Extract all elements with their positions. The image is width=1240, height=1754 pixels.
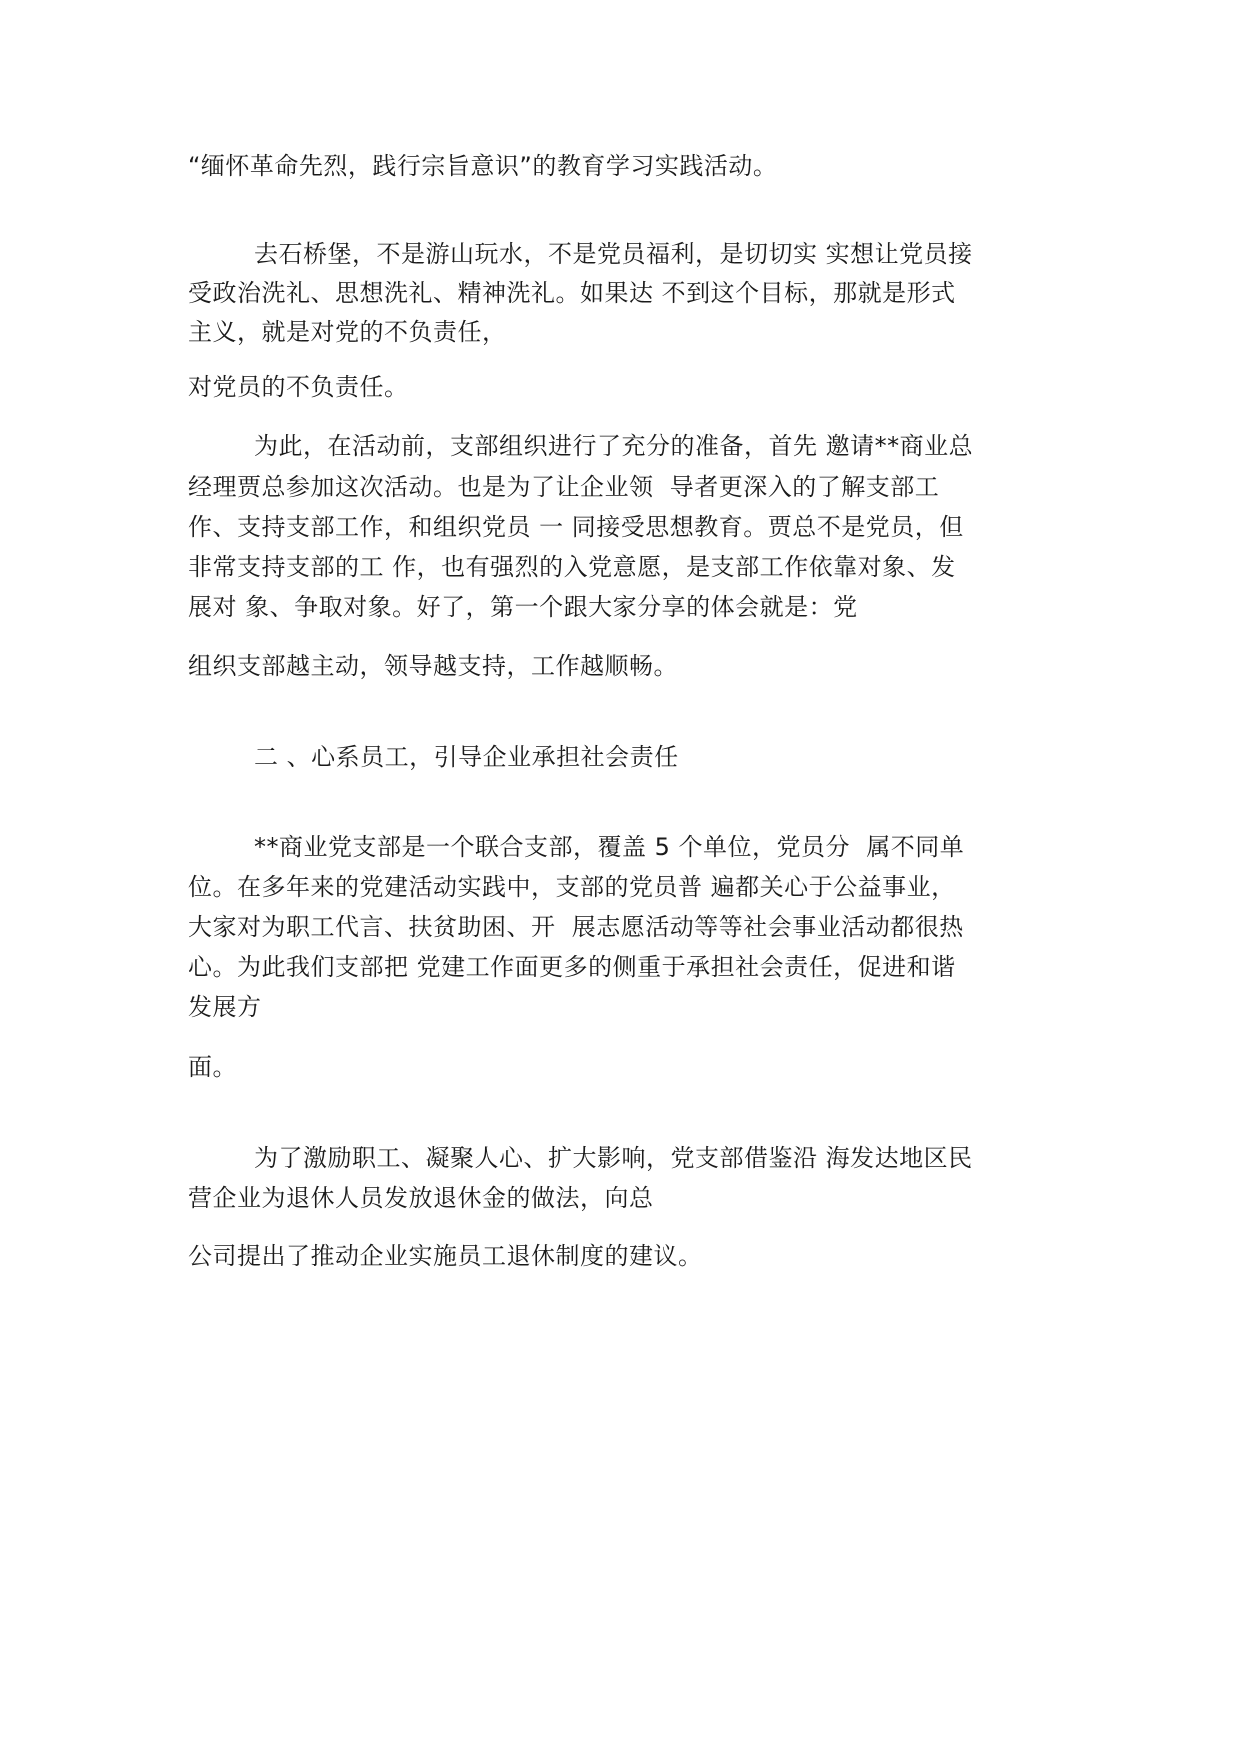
paragraph-line: 心。为此我们支部把 党建工作面更多的侧重于承担社会责任，促进和谐 (188, 953, 956, 981)
paragraph-line: 经理贾总参加这次活动。也是为了让企业领 导者更深入的了解支部工 (188, 473, 940, 501)
paragraph-line: 受政治洗礼、思想洗礼、精神洗礼。如果达 不到这个目标，那就是形式 (188, 279, 956, 307)
paragraph-line: 发展方 (188, 993, 262, 1021)
paragraph-line: 营企业为退休人员发放退休金的做法，向总 (188, 1184, 654, 1212)
paragraph-line: 主义，就是对党的不负责任， (188, 318, 507, 346)
paragraph-line: 对党员的不负责任。 (188, 373, 409, 401)
paragraph-line: 大家对为职工代言、扶贫助困、开 展志愿活动等等社会事业活动都很热 (188, 913, 964, 941)
paragraph-line: 作、支持支部工作，和组织党员 一 同接受思想教育。贾总不是党员，但 (188, 513, 964, 541)
paragraph-line: 展对 象、争取对象。好了，第一个跟大家分享的体会就是：党 (188, 593, 858, 621)
paragraph-line: 位。在多年来的党建活动实践中，支部的党员普 遍都关心于公益事业， (188, 873, 956, 901)
paragraph-line: 为此，在活动前，支部组织进行了充分的准备，首先 邀请**商业总 (254, 432, 974, 460)
paragraph-line: **商业党支部是一个联合支部，覆盖 5 个单位，党员分 属不同单 (254, 833, 965, 861)
paragraph-line: 非常支持支部的工 作，也有强烈的入党意愿，是支部工作依靠对象、发 (188, 553, 956, 581)
section-heading: 二 、心系员工，引导企业承担社会责任 (254, 743, 679, 771)
paragraph-line: 公司提出了推动企业实施员工退休制度的建议。 (188, 1242, 703, 1270)
paragraph-line: 为了激励职工、凝聚人心、扩大影响，党支部借鉴沿 海发达地区民 (254, 1144, 973, 1172)
paragraph-line: 面。 (188, 1053, 237, 1081)
text-line: “缅怀革命先烈，践行宗旨意识”的教育学习实践活动。 (188, 152, 778, 180)
paragraph-line: 组织支部越主动，领导越支持，工作越顺畅。 (188, 652, 678, 680)
paragraph-line: 去石桥堡，不是游山玩水，不是党员福利，是切切实 实想让党员接 (254, 240, 973, 268)
